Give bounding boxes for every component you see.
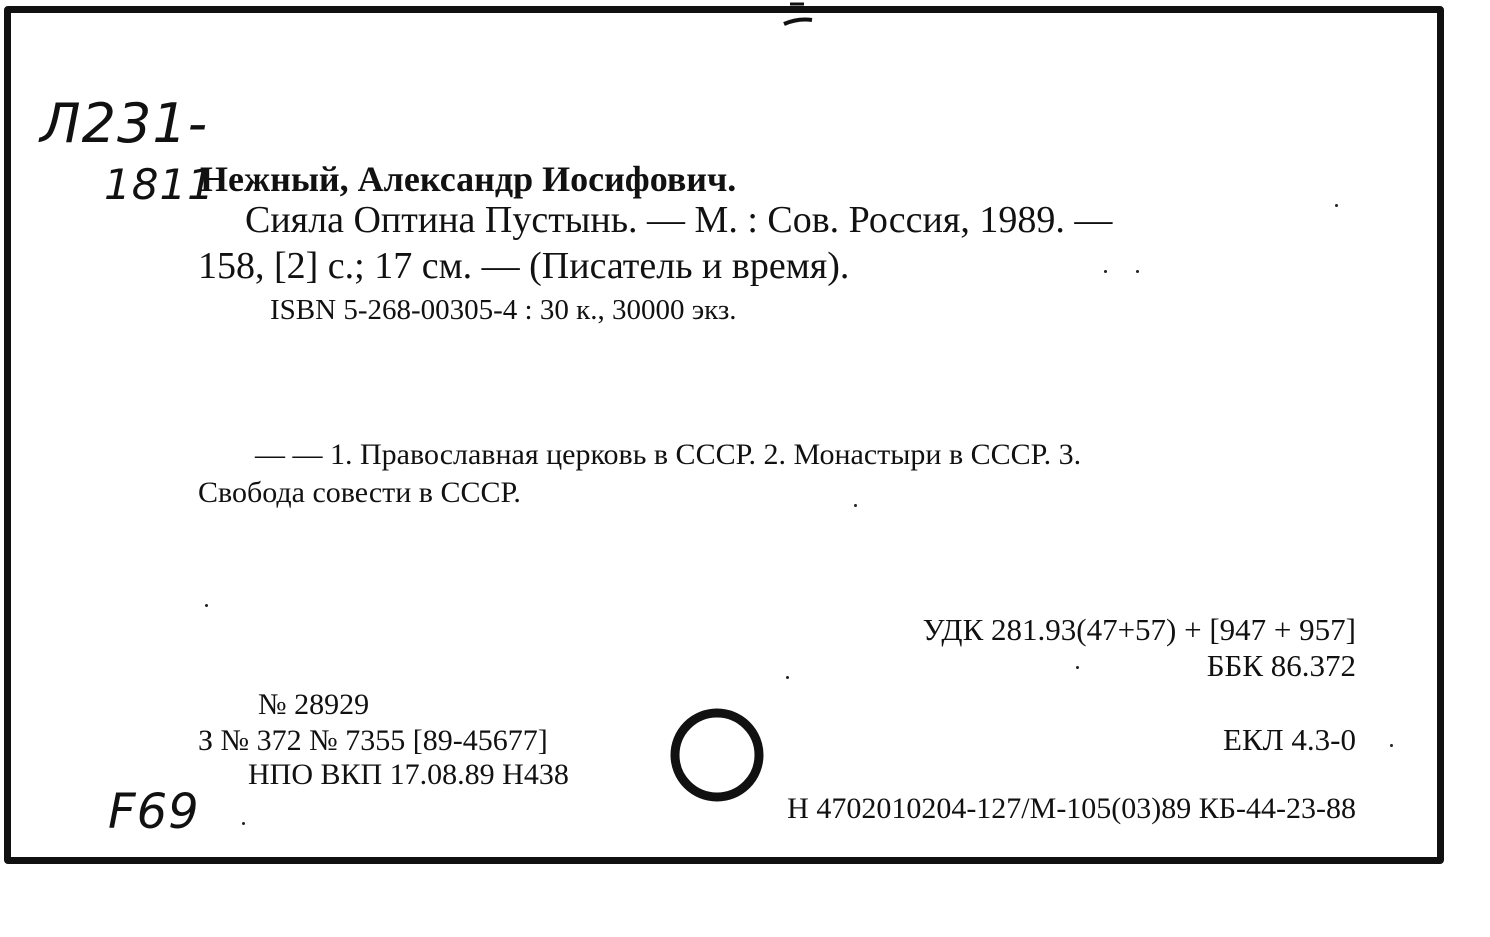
speck xyxy=(1390,744,1393,747)
speck xyxy=(242,822,245,825)
speck xyxy=(786,676,789,679)
order-number: З № 372 № 7355 [89-45677] xyxy=(198,724,548,757)
speck xyxy=(1104,270,1107,273)
print-number: № 28929 xyxy=(258,688,370,721)
call-number-top: Л231- xyxy=(40,92,209,155)
shelf-mark: F69 xyxy=(108,784,200,840)
call-number-bottom: 1811 xyxy=(104,160,215,209)
subjects-line-1: — — 1. Православная церковь в СССР. 2. Монастыри в СССР. 3. xyxy=(255,438,1082,471)
title-line: Сияла Оптина Пустынь. — М. : Сов. Россия, 1989. — xyxy=(245,199,1113,241)
speck xyxy=(1335,204,1338,207)
circle-stamp-icon xyxy=(662,700,772,810)
ekl-code: ЕКЛ 4.3-0 xyxy=(1223,722,1356,757)
author-heading: Нежный, Александр Иосифович. xyxy=(200,159,737,199)
extent-line: 158, [2] с.; 17 см. — (Писатель и время). xyxy=(198,245,850,287)
bbk-code: ББК 86.372 xyxy=(1206,648,1356,683)
speck xyxy=(205,604,208,607)
subjects-line-2: Свобода совести в СССР. xyxy=(198,476,521,509)
udk-code: УДК 281.93(47+57) + [947 + 957] xyxy=(922,612,1356,647)
speck xyxy=(1076,666,1079,669)
top-mark-icon xyxy=(778,0,818,30)
npo-line: НПО ВКП 17.08.89 Н438 xyxy=(248,758,569,791)
speck xyxy=(854,504,857,507)
speck xyxy=(1136,270,1139,273)
publisher-code: Н 4702010204-127/М-105(03)89 КБ-44-23-88 xyxy=(787,792,1356,825)
isbn-line: ISBN 5-268-00305-4 : 30 к., 30000 экз. xyxy=(270,294,737,326)
